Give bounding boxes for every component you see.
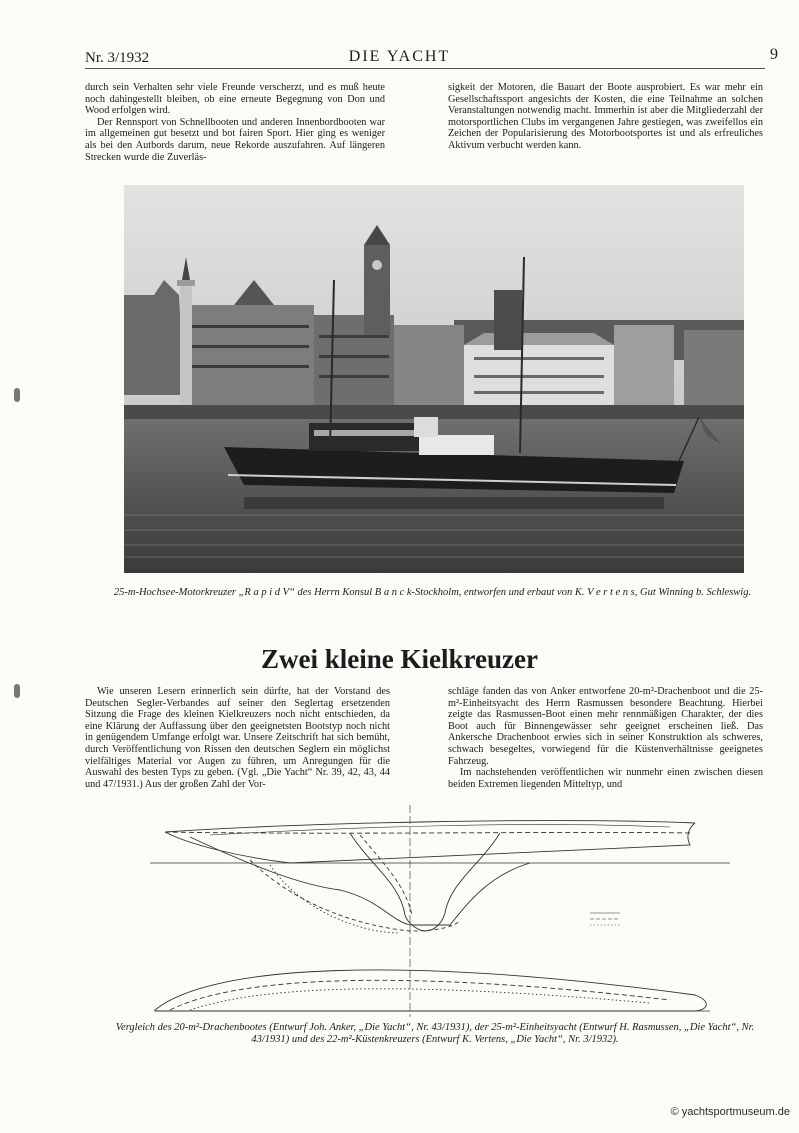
top-text-left-column bbox=[85, 82, 385, 163]
hull-lines-drawing bbox=[150, 805, 730, 1017]
paragraph: Der Rennsport von Schnellbooten und anderen Innenbordbooten war im allgemeinen gut besetzt und bot fairen Sport. Hier ging es weniger als bei den Autbords darum, neue Rekorde auszufahren. Auf längeren Strecken wurde die Zuverläs- bbox=[85, 116, 385, 163]
magazine-title: DIE YACHT bbox=[348, 48, 451, 65]
watermark: © yachtsportmuseum.de bbox=[670, 1106, 790, 1118]
issue-number: Nr. 3/1932 bbox=[85, 50, 150, 66]
paragraph: Wie unseren Lesern erinnerlich sein dürfte, hat der Vorstand des Deutschen Segler-Verbandes auf seiner den Seglertag ersetzenden Sitzung die Frage des kleinen Kielkreuzers noch nicht entschieden, da eine Klärung der Auffassung über den geeignetsten Bootstyp noch nicht in genügendem Umfange erfolgt war. Unsere Zeitschrift hat sich bemüht, durch Veröffentlichung von Rissen den deutschen Seglern ein möglichst vielfältiges Material vor Augen zu führen, um Anregungen für die Auswahl des besten Typs zu geben. (Vgl. „Die Yacht“ Nr. 39, 42, 43, 44 und 47/1931.) Aus der großen Zahl der Vor- bbox=[85, 686, 390, 790]
paragraph: durch sein Verhalten sehr viele Freunde verscherzt, und es muß heute noch dahingestellt bleiben, ob eine erneute Begegnung von Don und Wood erfolgen wird. bbox=[85, 82, 385, 117]
article-headline: Zwei kleine Kielkreuzer bbox=[261, 644, 538, 674]
paragraph: Im nachstehenden veröffentlichen wir nunmehr einen zwischen diesen beiden Extremen liegenden Mitteltyp, und bbox=[448, 767, 763, 790]
article-left-column bbox=[85, 686, 390, 790]
top-text-right-column bbox=[448, 82, 763, 152]
article-right-column bbox=[448, 686, 763, 790]
photo-caption: 25-m-Hochsee-Motorkreuzer „R a p i d V“ des Herrn Konsul B a n c k-Stockholm, entworfen und erbaut von K. V e r t e n s, Gut Winning b. Schleswig. bbox=[113, 587, 752, 598]
drawing-caption: Vergleich des 20-m²-Drachenbootes (Entwurf Joh. Anker, „Die Yacht“, Nr. 43/1931), der 25-m²-Einheitsyacht (Entwurf H. Rasmussen, „Die Yacht“, Nr. 43/1931) und des 22-m²-Küstenkreuzers (Entwurf K. Vertens, „Die Yacht“, Nr. 3/1932). bbox=[115, 1022, 755, 1045]
punch-hole-mark bbox=[14, 388, 20, 402]
header-rule bbox=[85, 68, 765, 69]
paragraph: sigkeit der Motoren, die Bauart der Boote ausprobiert. Es war mehr ein Gesellschaftssport angesichts der Kosten, die eine Teilnahme an solchen Veranstaltungen notwendig macht. Immerhin ist aber die Mitgliederzahl der motorsportlichen Clubs im vergangenen Jahre gestiegen, was zweifellos ein Zeichen der Popularisierung des Motorbootsportes ist und als erfreuliches Aktivum verbucht werden kann. bbox=[448, 82, 763, 151]
punch-hole-mark bbox=[14, 684, 20, 698]
paragraph: schläge fanden das von Anker entworfene 20-m²-Drachenboot und die 25-m²-Einheitsyacht des Herrn Rasmussen besondere Beachtung. Hierbei zeigte das Rasmussen-Boot einen mehr rennmäßigen Charakter, der dies Boot auch für Binnengewässer sehr geeignet erscheinen ließ. Das Ankersche Drachenboot erwies sich in seiner Konstruktion als schweres, schwach besegeltes, vorwiegend für die Küstenverhältnisse geeignetes Fahrzeug. bbox=[448, 686, 763, 767]
motor-yacht-photo bbox=[124, 185, 744, 573]
page-number: 9 bbox=[770, 46, 778, 63]
